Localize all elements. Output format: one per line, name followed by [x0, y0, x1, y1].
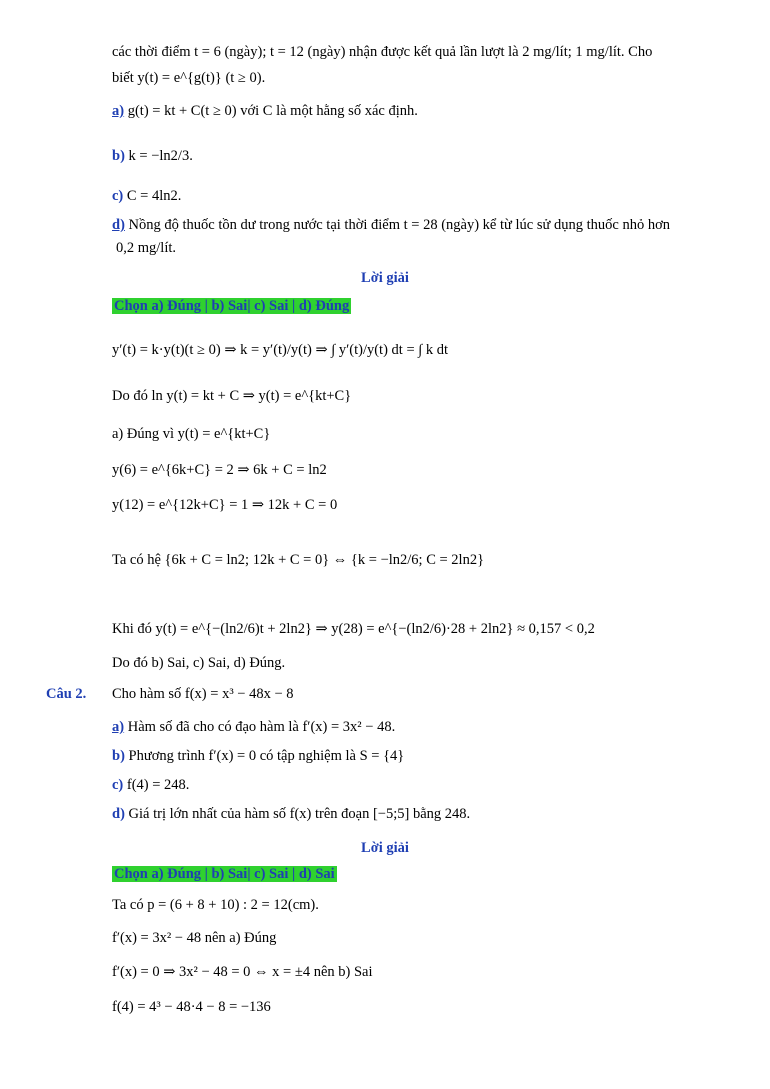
- q2-statement-a-label: a): [112, 719, 125, 735]
- statement-b: [112, 148, 193, 165]
- q2-statement-b-label: b): [112, 748, 125, 764]
- statement-b-text: k = −ln2/3.: [128, 148, 193, 164]
- q2-solution-line-3: f′(x) = 0 ⇒ 3x² − 48 = 0 ⇔ x = ±4 nên b) Sai: [112, 964, 373, 980]
- question-2-label: Câu 2.: [46, 686, 87, 702]
- solution-eq-1: y′(t) = k·y(t)(t ≥ 0) ⇒ k = y′(t)/y(t) ⇒ ∫ y′(t)/y(t) dt = ∫ k dt: [112, 342, 448, 358]
- solution-eq-7: Khi đó y(t) = e^{−(ln2/6)t + 2ln2} ⇒ y(28) = e^{−(ln2/6)·28 + 2ln2} ≈ 0,157 < 0,2: [112, 621, 595, 637]
- statement-a-text: g(t) = kt + C(t ≥ 0) với C là một hằng số xác định.: [127, 103, 418, 119]
- answer-banner-2: [112, 866, 337, 883]
- answer-banner-1: [112, 298, 351, 315]
- statement-d-label: d): [112, 217, 125, 233]
- q2-solution-line-1: Ta có p = (6 + 8 + 10) : 2 = 12(cm).: [112, 897, 319, 913]
- q2-statement-d-text: Giá trị lớn nhất của hàm số f(x) trên đoạn [−5;5] bằng 248.: [128, 806, 471, 822]
- solution-eq-5: y(12) = e^{12k+C} = 1 ⇒ 12k + C = 0: [112, 497, 338, 513]
- statement-c: [112, 188, 181, 205]
- statement-a: [112, 103, 418, 120]
- solution-title-2: Lời giải: [361, 840, 409, 856]
- q2-statement-a: [112, 719, 395, 736]
- q2-statement-c: [112, 777, 189, 794]
- q2-statement-b: [112, 748, 404, 765]
- q2-solution-line-4: f(4) = 4³ − 48·4 − 8 = −136: [112, 999, 271, 1015]
- q2-statement-c-label: c): [112, 777, 124, 793]
- solution-eq-2: Do đó ln y(t) = kt + C ⇒ y(t) = e^{kt+C}: [112, 388, 352, 404]
- solution-title-1: Lời giải: [361, 270, 409, 286]
- q2-statement-d-label: d): [112, 806, 125, 822]
- problem-text-line-2: biết y(t) = e^{g(t)} (t ≥ 0).: [112, 70, 266, 86]
- solution-eq-4: y(6) = e^{6k+C} = 2 ⇒ 6k + C = ln2: [112, 462, 327, 478]
- q2-statement-b-text: Phương trình f′(x) = 0 có tập nghiệm là S = {4}: [128, 748, 405, 764]
- question-2-stem: Cho hàm số f(x) = x³ − 48x − 8: [112, 686, 294, 702]
- q2-statement-a-text: Hàm số đã cho có đạo hàm là f′(x) = 3x² − 48.: [127, 719, 396, 735]
- statement-b-label: b): [112, 148, 125, 164]
- q2-statement-c-text: f(4) = 248.: [126, 777, 190, 793]
- statement-d-text: Nồng độ thuốc tồn dư trong nước tại thời điểm t = 28 (ngày) kể từ lúc sử dụng thuốc nhỏ hơn: [128, 217, 670, 233]
- statement-c-label: c): [112, 188, 124, 204]
- q2-statement-d: [112, 806, 470, 823]
- statement-d-text-2: 0,2 mg/lít.: [116, 240, 177, 256]
- answer-banner-1-text: Chọn a) Đúng | b) Sai| c) Sai | d) Đúng: [114, 298, 350, 314]
- answer-banner-2-text: Chọn a) Đúng | b) Sai| c) Sai | d) Sai: [114, 866, 335, 882]
- statement-d: [112, 217, 670, 234]
- q2-solution-line-2: f′(x) = 3x² − 48 nên a) Đúng: [112, 930, 277, 946]
- solution-eq-8: Do đó b) Sai, c) Sai, d) Đúng.: [112, 655, 286, 671]
- statement-c-text: C = 4ln2.: [126, 188, 182, 204]
- problem-text-line-1: các thời điểm t = 6 (ngày); t = 12 (ngày) nhận được kết quả lần lượt là 2 mg/lít; 1 mg/lít. Cho: [112, 44, 653, 60]
- solution-eq-6: Ta có hệ {6k + C = ln2; 12k + C = 0} ⇔ {k = −ln2/6; C = 2ln2}: [112, 552, 485, 568]
- statement-a-label: a): [112, 103, 125, 119]
- solution-eq-3: a) Đúng vì y(t) = e^{kt+C}: [112, 426, 271, 442]
